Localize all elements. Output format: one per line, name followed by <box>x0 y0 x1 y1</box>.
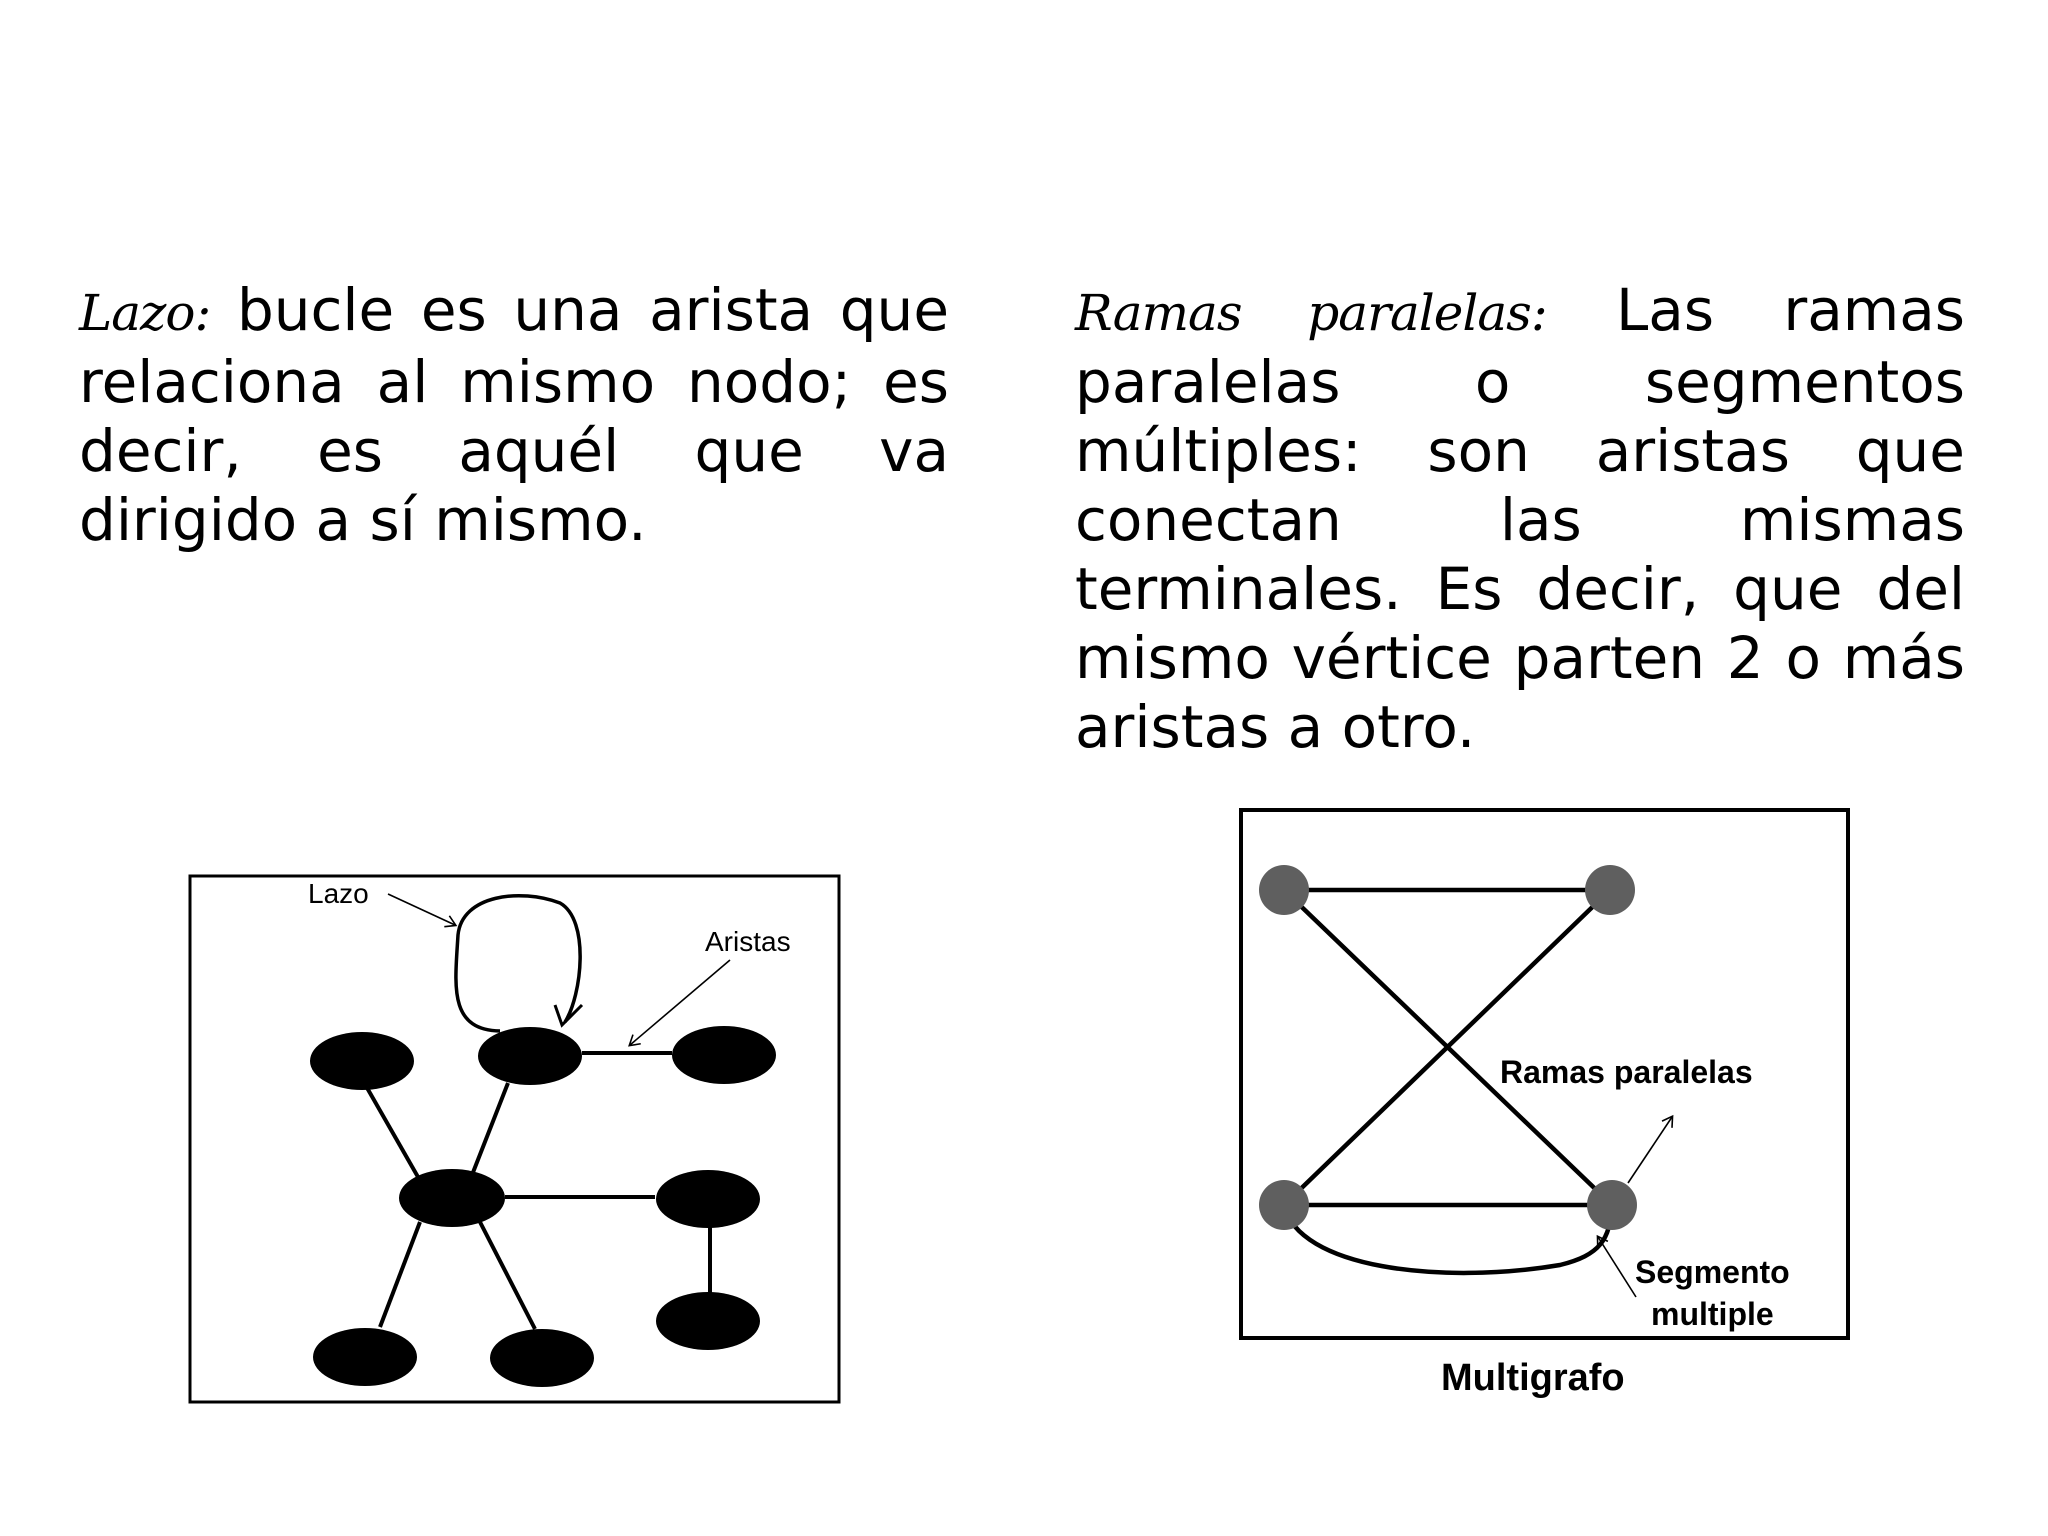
multigrafo-figure <box>1241 810 1848 1399</box>
lazo-pointer-arrow <box>388 894 455 925</box>
segmento-label: Segmento <box>1635 1254 1790 1290</box>
node <box>656 1170 760 1228</box>
parallel-edge <box>1284 1205 1612 1273</box>
node <box>1585 865 1635 915</box>
edge <box>366 1086 418 1177</box>
edge <box>480 1222 535 1329</box>
node <box>1259 865 1309 915</box>
lazo-term: Lazo: <box>79 284 211 342</box>
edge <box>380 1222 420 1327</box>
aristas-label: Aristas <box>705 926 791 957</box>
lazo-label: Lazo <box>308 878 369 909</box>
loop-edge <box>456 896 580 1031</box>
lazo-body: bucle es una arista que relaciona al mismo nodo; es decir, es aquél que va dirigido a sí mismo. <box>79 276 949 554</box>
node <box>672 1026 776 1084</box>
ramas-pointer-arrow <box>1628 1117 1672 1183</box>
ramas-term: Ramas paralelas: <box>1075 284 1547 342</box>
ramas-paralelas-label: Ramas paralelas <box>1500 1054 1753 1090</box>
edge <box>472 1083 508 1175</box>
node <box>313 1328 417 1386</box>
lazo-graph-figure <box>190 876 839 1402</box>
multiple-label: multiple <box>1651 1296 1774 1332</box>
node <box>1259 1180 1309 1230</box>
segmento-pointer-arrow <box>1598 1237 1636 1297</box>
node <box>478 1027 582 1085</box>
multigrafo-caption: Multigrafo <box>1441 1357 1625 1399</box>
node <box>490 1329 594 1387</box>
ramas-body: Las ramas paralelas o segmentos múltiples: son aristas que conectan las mismas terminales. Es decir, que del mismo vértice parten 2 o más aristas a otro. <box>1075 276 1966 761</box>
node <box>656 1292 760 1350</box>
node <box>310 1032 414 1090</box>
node <box>399 1169 505 1227</box>
node <box>1587 1180 1637 1230</box>
